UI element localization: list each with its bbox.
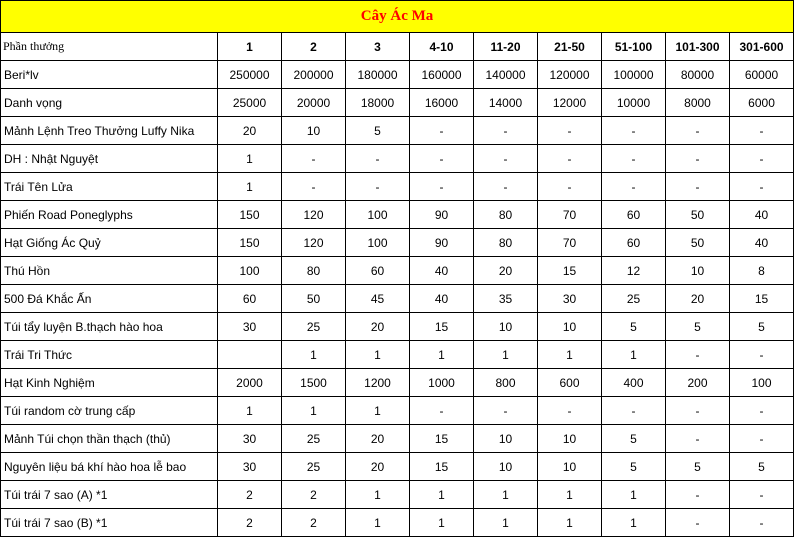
reward-value: - bbox=[666, 509, 730, 537]
table-row bbox=[1, 117, 794, 145]
reward-value: 100 bbox=[346, 201, 410, 229]
reward-value: 1000 bbox=[410, 369, 474, 397]
reward-value: 30 bbox=[218, 313, 282, 341]
rank-header: 21-50 bbox=[538, 33, 602, 61]
reward-name: 500 Đá Khắc Ấn bbox=[1, 285, 218, 313]
reward-value: 25 bbox=[282, 313, 346, 341]
reward-value: 10 bbox=[666, 257, 730, 285]
reward-value: - bbox=[410, 397, 474, 425]
reward-value: 5 bbox=[602, 313, 666, 341]
reward-value: - bbox=[538, 145, 602, 173]
reward-value: - bbox=[282, 173, 346, 201]
reward-value: 25 bbox=[602, 285, 666, 313]
reward-value: 150 bbox=[218, 229, 282, 257]
reward-value: 20 bbox=[666, 285, 730, 313]
reward-name: Trái Tên Lửa bbox=[1, 173, 218, 201]
reward-value: 1 bbox=[346, 397, 410, 425]
reward-value: 600 bbox=[538, 369, 602, 397]
reward-value: 2 bbox=[282, 481, 346, 509]
reward-value: 1500 bbox=[282, 369, 346, 397]
reward-value: 25 bbox=[282, 425, 346, 453]
reward-value: 50 bbox=[666, 229, 730, 257]
reward-value: 1 bbox=[474, 481, 538, 509]
reward-value: 14000 bbox=[474, 89, 538, 117]
reward-value: 50 bbox=[282, 285, 346, 313]
reward-value: 120 bbox=[282, 229, 346, 257]
reward-value: 1 bbox=[218, 397, 282, 425]
reward-value: 200000 bbox=[282, 61, 346, 89]
table-row bbox=[1, 453, 794, 481]
reward-value: 5 bbox=[730, 313, 794, 341]
reward-value: 90 bbox=[410, 229, 474, 257]
reward-value: 10 bbox=[282, 117, 346, 145]
reward-value: 15 bbox=[538, 257, 602, 285]
reward-value: 5 bbox=[602, 453, 666, 481]
reward-value: 20 bbox=[346, 313, 410, 341]
reward-value: 10 bbox=[474, 313, 538, 341]
table-row bbox=[1, 201, 794, 229]
rank-header: 2 bbox=[282, 33, 346, 61]
reward-value: 180000 bbox=[346, 61, 410, 89]
table-row bbox=[1, 229, 794, 257]
reward-value: - bbox=[282, 145, 346, 173]
reward-value: 100 bbox=[218, 257, 282, 285]
reward-value: - bbox=[730, 481, 794, 509]
reward-value: - bbox=[602, 145, 666, 173]
table-row bbox=[1, 369, 794, 397]
reward-name: Mảnh Lệnh Treo Thưởng Luffy Nika bbox=[1, 117, 218, 145]
reward-value: 120000 bbox=[538, 61, 602, 89]
reward-value: - bbox=[602, 397, 666, 425]
reward-value: 30 bbox=[218, 425, 282, 453]
reward-value: 5 bbox=[346, 117, 410, 145]
reward-value: 8000 bbox=[666, 89, 730, 117]
reward-value: 100 bbox=[730, 369, 794, 397]
reward-value: - bbox=[410, 117, 474, 145]
reward-value: - bbox=[346, 173, 410, 201]
reward-value: 1 bbox=[410, 481, 474, 509]
reward-value: 10 bbox=[538, 425, 602, 453]
reward-value: 20 bbox=[218, 117, 282, 145]
reward-value: 2 bbox=[218, 509, 282, 537]
reward-value: 1 bbox=[602, 509, 666, 537]
reward-value: 60000 bbox=[730, 61, 794, 89]
reward-name: DH : Nhật Nguyệt bbox=[1, 145, 218, 173]
reward-name: Mảnh Túi chọn thần thạch (thủ) bbox=[1, 425, 218, 453]
table-row bbox=[1, 509, 794, 537]
reward-value: 25000 bbox=[218, 89, 282, 117]
reward-value: - bbox=[666, 481, 730, 509]
reward-value: 10 bbox=[474, 425, 538, 453]
reward-value: 15 bbox=[410, 425, 474, 453]
reward-value: - bbox=[666, 425, 730, 453]
reward-name: Beri*lv bbox=[1, 61, 218, 89]
reward-value: - bbox=[730, 173, 794, 201]
reward-value: 1 bbox=[346, 481, 410, 509]
reward-value: 15 bbox=[410, 313, 474, 341]
table-row bbox=[1, 425, 794, 453]
reward-value: - bbox=[538, 117, 602, 145]
reward-value: 5 bbox=[666, 453, 730, 481]
reward-value: 8 bbox=[730, 257, 794, 285]
reward-value: 1 bbox=[474, 341, 538, 369]
reward-value: - bbox=[730, 145, 794, 173]
reward-value: - bbox=[410, 145, 474, 173]
reward-value: 400 bbox=[602, 369, 666, 397]
reward-value: 20000 bbox=[282, 89, 346, 117]
table-body bbox=[1, 61, 794, 537]
rank-header: 4-10 bbox=[410, 33, 474, 61]
table-title: Cây Ác Ma bbox=[1, 1, 794, 33]
reward-value: 1200 bbox=[346, 369, 410, 397]
table-row bbox=[1, 285, 794, 313]
reward-value: - bbox=[730, 117, 794, 145]
reward-value: - bbox=[666, 397, 730, 425]
reward-value: 70 bbox=[538, 229, 602, 257]
reward-value: 60 bbox=[602, 201, 666, 229]
title-row bbox=[1, 1, 794, 33]
reward-value: 16000 bbox=[410, 89, 474, 117]
reward-value: - bbox=[474, 145, 538, 173]
reward-value: 18000 bbox=[346, 89, 410, 117]
reward-value: 5 bbox=[730, 453, 794, 481]
reward-name: Phiến Road Poneglyphs bbox=[1, 201, 218, 229]
reward-value: - bbox=[666, 145, 730, 173]
reward-value: 80 bbox=[474, 229, 538, 257]
reward-value: 20 bbox=[474, 257, 538, 285]
reward-value: - bbox=[538, 173, 602, 201]
reward-value: 2000 bbox=[218, 369, 282, 397]
reward-value: 1 bbox=[218, 173, 282, 201]
reward-value: 10 bbox=[538, 453, 602, 481]
reward-value: 80 bbox=[474, 201, 538, 229]
reward-value: 1 bbox=[282, 397, 346, 425]
reward-name: Trái Tri Thức bbox=[1, 341, 218, 369]
reward-value: 200 bbox=[666, 369, 730, 397]
reward-value: - bbox=[666, 341, 730, 369]
reward-value bbox=[218, 341, 282, 369]
reward-name: Túi random cờ trung cấp bbox=[1, 397, 218, 425]
reward-value: 1 bbox=[410, 341, 474, 369]
table-row bbox=[1, 145, 794, 173]
reward-value: - bbox=[474, 173, 538, 201]
rank-header: 51-100 bbox=[602, 33, 666, 61]
reward-name: Túi trái 7 sao (B) *1 bbox=[1, 509, 218, 537]
reward-value: 60 bbox=[346, 257, 410, 285]
reward-value: 1 bbox=[346, 509, 410, 537]
table-row bbox=[1, 61, 794, 89]
reward-value: 80 bbox=[282, 257, 346, 285]
reward-value: 120 bbox=[282, 201, 346, 229]
reward-value: 1 bbox=[538, 509, 602, 537]
header-row bbox=[1, 33, 794, 61]
reward-value: 70 bbox=[538, 201, 602, 229]
reward-value: 40 bbox=[730, 229, 794, 257]
reward-value: 160000 bbox=[410, 61, 474, 89]
rank-header: 3 bbox=[346, 33, 410, 61]
reward-value: 1 bbox=[602, 481, 666, 509]
table-row bbox=[1, 313, 794, 341]
rank-header: 101-300 bbox=[666, 33, 730, 61]
reward-value: 90 bbox=[410, 201, 474, 229]
reward-value: - bbox=[538, 397, 602, 425]
reward-value: 1 bbox=[538, 481, 602, 509]
reward-name: Túi trái 7 sao (A) *1 bbox=[1, 481, 218, 509]
reward-value: - bbox=[730, 397, 794, 425]
table-row bbox=[1, 173, 794, 201]
reward-value: 15 bbox=[730, 285, 794, 313]
reward-value: 15 bbox=[410, 453, 474, 481]
reward-value: 80000 bbox=[666, 61, 730, 89]
reward-value: 5 bbox=[666, 313, 730, 341]
reward-value: 35 bbox=[474, 285, 538, 313]
reward-value: 1 bbox=[346, 341, 410, 369]
reward-value: 1 bbox=[282, 341, 346, 369]
reward-value: - bbox=[474, 117, 538, 145]
reward-value: - bbox=[666, 117, 730, 145]
reward-value: - bbox=[666, 173, 730, 201]
reward-value: 40 bbox=[410, 257, 474, 285]
reward-name: Túi tẩy luyện B.thạch hào hoa bbox=[1, 313, 218, 341]
reward-value: 25 bbox=[282, 453, 346, 481]
reward-name: Hạt Giống Ác Quỷ bbox=[1, 229, 218, 257]
reward-value: - bbox=[730, 509, 794, 537]
reward-value: - bbox=[346, 145, 410, 173]
reward-value: - bbox=[730, 425, 794, 453]
rank-header: 11-20 bbox=[474, 33, 538, 61]
reward-name: Nguyên liệu bá khí hào hoa lễ bao bbox=[1, 453, 218, 481]
reward-value: 1 bbox=[602, 341, 666, 369]
reward-value: - bbox=[474, 397, 538, 425]
table-row bbox=[1, 341, 794, 369]
reward-value: 1 bbox=[410, 509, 474, 537]
reward-value: - bbox=[730, 341, 794, 369]
reward-value: 250000 bbox=[218, 61, 282, 89]
table-row bbox=[1, 257, 794, 285]
reward-value: 30 bbox=[538, 285, 602, 313]
header-label: Phần thưởng bbox=[1, 33, 218, 61]
reward-name: Hạt Kinh Nghiệm bbox=[1, 369, 218, 397]
reward-value: 1 bbox=[474, 509, 538, 537]
reward-value: 2 bbox=[218, 481, 282, 509]
reward-value: 12 bbox=[602, 257, 666, 285]
reward-value: 1 bbox=[538, 341, 602, 369]
reward-value: 5 bbox=[602, 425, 666, 453]
table-row bbox=[1, 397, 794, 425]
reward-value: 10000 bbox=[602, 89, 666, 117]
reward-value: - bbox=[602, 117, 666, 145]
reward-value: 20 bbox=[346, 453, 410, 481]
reward-value: 2 bbox=[282, 509, 346, 537]
reward-value: 60 bbox=[602, 229, 666, 257]
reward-value: - bbox=[602, 173, 666, 201]
rank-header: 301-600 bbox=[730, 33, 794, 61]
reward-value: 150 bbox=[218, 201, 282, 229]
reward-value: 100 bbox=[346, 229, 410, 257]
reward-value: 10 bbox=[538, 313, 602, 341]
reward-value: 140000 bbox=[474, 61, 538, 89]
reward-value: 40 bbox=[730, 201, 794, 229]
reward-value: 30 bbox=[218, 453, 282, 481]
reward-name: Thú Hồn bbox=[1, 257, 218, 285]
reward-value: 60 bbox=[218, 285, 282, 313]
table-row bbox=[1, 89, 794, 117]
reward-value: 40 bbox=[410, 285, 474, 313]
reward-value: 800 bbox=[474, 369, 538, 397]
reward-value: 10 bbox=[474, 453, 538, 481]
reward-name: Danh vọng bbox=[1, 89, 218, 117]
rank-header: 1 bbox=[218, 33, 282, 61]
reward-value: 100000 bbox=[602, 61, 666, 89]
reward-value: 50 bbox=[666, 201, 730, 229]
reward-value: 12000 bbox=[538, 89, 602, 117]
reward-value: - bbox=[410, 173, 474, 201]
reward-value: 1 bbox=[218, 145, 282, 173]
reward-value: 20 bbox=[346, 425, 410, 453]
table-row bbox=[1, 481, 794, 509]
reward-value: 6000 bbox=[730, 89, 794, 117]
reward-value: 45 bbox=[346, 285, 410, 313]
